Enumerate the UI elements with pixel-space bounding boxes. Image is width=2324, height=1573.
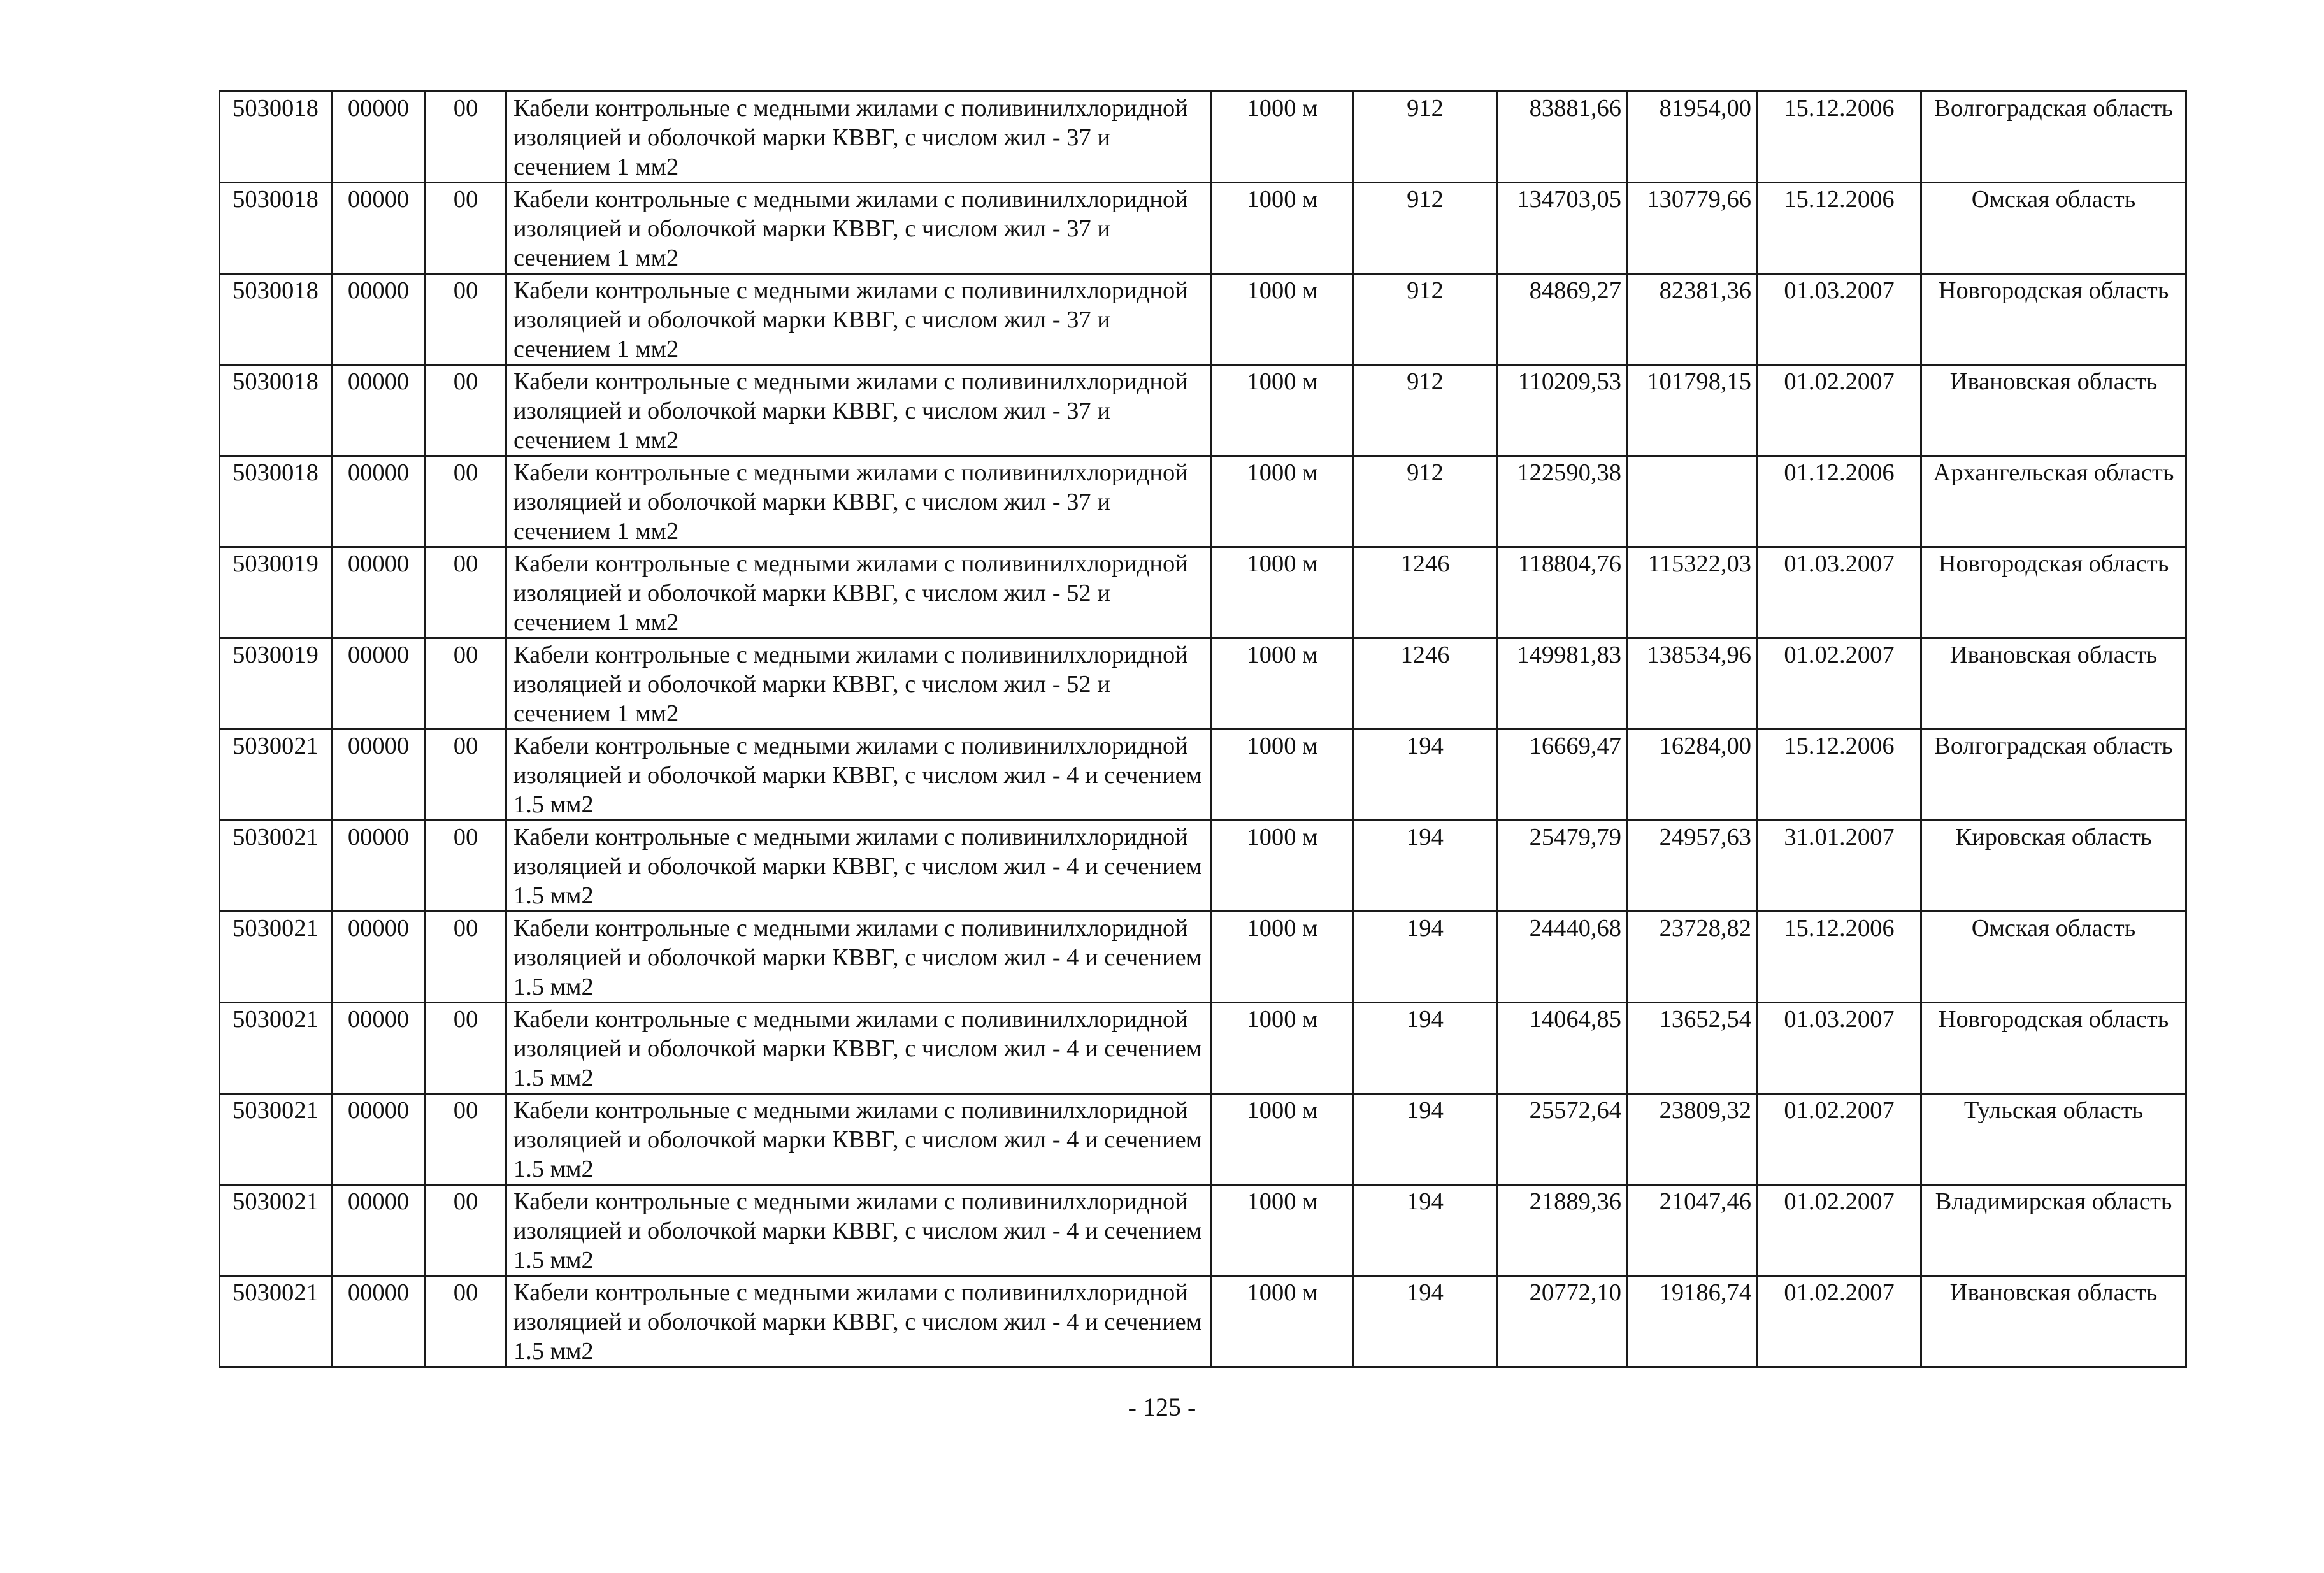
cell-price-2: 13652,54 (1628, 1003, 1758, 1094)
cell-price-2: 138534,96 (1628, 638, 1758, 729)
table-row (220, 1094, 2186, 1185)
cell-description: Кабели контрольные с медными жилами с поливинилхлоридной изоляцией и оболочкой марки КВВГ, с числом жил - 52 и сечением 1 мм2 (506, 547, 1212, 638)
cell-region: Кировская область (1921, 821, 2186, 912)
cell-unit: 1000 м (1212, 456, 1354, 547)
cell-code: 5030018 (220, 365, 332, 456)
cell-quantity: 194 (1354, 912, 1497, 1003)
cell-unit: 1000 м (1212, 638, 1354, 729)
cell-subcode: 00000 (332, 638, 426, 729)
cell-price-1: 149981,83 (1497, 638, 1628, 729)
cell-subcode-2: 00 (426, 1276, 506, 1367)
cell-unit: 1000 м (1212, 274, 1354, 365)
cell-description: Кабели контрольные с медными жилами с поливинилхлоридной изоляцией и оболочкой марки КВВГ, с числом жил - 4 и сечением 1.5 мм2 (506, 912, 1212, 1003)
cell-price-2: 82381,36 (1628, 274, 1758, 365)
table-row (220, 365, 2186, 456)
cell-subcode-2: 00 (426, 274, 506, 365)
cell-price-1: 24440,68 (1497, 912, 1628, 1003)
cell-quantity: 194 (1354, 1185, 1497, 1276)
cell-date: 15.12.2006 (1758, 92, 1921, 183)
cell-code: 5030021 (220, 821, 332, 912)
cell-subcode: 00000 (332, 1276, 426, 1367)
cell-subcode: 00000 (332, 92, 426, 183)
table-row (220, 274, 2186, 365)
cell-description: Кабели контрольные с медными жилами с поливинилхлоридной изоляцией и оболочкой марки КВВГ, с числом жил - 37 и сечением 1 мм2 (506, 365, 1212, 456)
cell-date: 15.12.2006 (1758, 912, 1921, 1003)
cell-quantity: 194 (1354, 1094, 1497, 1185)
cell-description: Кабели контрольные с медными жилами с поливинилхлоридной изоляцией и оболочкой марки КВВГ, с числом жил - 4 и сечением 1.5 мм2 (506, 729, 1212, 821)
cell-subcode-2: 00 (426, 183, 506, 274)
cell-subcode: 00000 (332, 1185, 426, 1276)
cell-code: 5030018 (220, 274, 332, 365)
cell-subcode: 00000 (332, 1094, 426, 1185)
cell-subcode: 00000 (332, 274, 426, 365)
cell-subcode-2: 00 (426, 547, 506, 638)
cell-date: 01.02.2007 (1758, 365, 1921, 456)
cell-code: 5030019 (220, 638, 332, 729)
cell-subcode: 00000 (332, 547, 426, 638)
cell-region: Ивановская область (1921, 638, 2186, 729)
cell-description: Кабели контрольные с медными жилами с поливинилхлоридной изоляцией и оболочкой марки КВВГ, с числом жил - 37 и сечением 1 мм2 (506, 274, 1212, 365)
cell-quantity: 194 (1354, 729, 1497, 821)
cell-unit: 1000 м (1212, 729, 1354, 821)
cell-date: 15.12.2006 (1758, 183, 1921, 274)
cell-price-2 (1628, 456, 1758, 547)
cell-date: 01.02.2007 (1758, 638, 1921, 729)
cell-description: Кабели контрольные с медными жилами с поливинилхлоридной изоляцией и оболочкой марки КВВГ, с числом жил - 37 и сечением 1 мм2 (506, 183, 1212, 274)
cell-region: Владимирская область (1921, 1185, 2186, 1276)
cell-subcode-2: 00 (426, 1094, 506, 1185)
table-row (220, 729, 2186, 821)
table-row (220, 456, 2186, 547)
cell-price-2: 16284,00 (1628, 729, 1758, 821)
cell-region: Омская область (1921, 183, 2186, 274)
cell-date: 31.01.2007 (1758, 821, 1921, 912)
cell-price-2: 19186,74 (1628, 1276, 1758, 1367)
cell-subcode-2: 00 (426, 456, 506, 547)
cell-price-1: 25479,79 (1497, 821, 1628, 912)
cell-unit: 1000 м (1212, 547, 1354, 638)
cell-price-1: 25572,64 (1497, 1094, 1628, 1185)
cell-region: Новгородская область (1921, 274, 2186, 365)
cell-unit: 1000 м (1212, 912, 1354, 1003)
cell-price-1: 21889,36 (1497, 1185, 1628, 1276)
cell-price-2: 130779,66 (1628, 183, 1758, 274)
cell-quantity: 194 (1354, 821, 1497, 912)
cell-subcode-2: 00 (426, 92, 506, 183)
cell-region: Волгоградская область (1921, 92, 2186, 183)
cell-price-2: 115322,03 (1628, 547, 1758, 638)
cell-code: 5030021 (220, 1003, 332, 1094)
cell-unit: 1000 м (1212, 92, 1354, 183)
cell-quantity: 912 (1354, 92, 1497, 183)
cell-unit: 1000 м (1212, 365, 1354, 456)
cell-code: 5030019 (220, 547, 332, 638)
cell-description: Кабели контрольные с медными жилами с поливинилхлоридной изоляцией и оболочкой марки КВВГ, с числом жил - 4 и сечением 1.5 мм2 (506, 1185, 1212, 1276)
cell-quantity: 912 (1354, 365, 1497, 456)
cell-quantity: 1246 (1354, 638, 1497, 729)
cell-subcode-2: 00 (426, 638, 506, 729)
cell-unit: 1000 м (1212, 1094, 1354, 1185)
table-row (220, 1276, 2186, 1367)
cell-code: 5030018 (220, 456, 332, 547)
cell-subcode: 00000 (332, 1003, 426, 1094)
cell-region: Новгородская область (1921, 1003, 2186, 1094)
cell-unit: 1000 м (1212, 821, 1354, 912)
cell-unit: 1000 м (1212, 1185, 1354, 1276)
table-body (220, 92, 2186, 1367)
cell-quantity: 912 (1354, 274, 1497, 365)
cell-code: 5030021 (220, 912, 332, 1003)
cell-unit: 1000 м (1212, 1003, 1354, 1094)
cell-description: Кабели контрольные с медными жилами с поливинилхлоридной изоляцией и оболочкой марки КВВГ, с числом жил - 37 и сечением 1 мм2 (506, 92, 1212, 183)
cell-code: 5030021 (220, 1185, 332, 1276)
table-row (220, 183, 2186, 274)
cell-date: 01.03.2007 (1758, 1003, 1921, 1094)
table-row (220, 821, 2186, 912)
cell-date: 15.12.2006 (1758, 729, 1921, 821)
cell-price-2: 23728,82 (1628, 912, 1758, 1003)
cell-price-1: 14064,85 (1497, 1003, 1628, 1094)
cell-subcode-2: 00 (426, 1185, 506, 1276)
cell-region: Тульская область (1921, 1094, 2186, 1185)
cell-price-1: 110209,53 (1497, 365, 1628, 456)
cell-subcode: 00000 (332, 365, 426, 456)
cell-subcode-2: 00 (426, 1003, 506, 1094)
cell-price-2: 21047,46 (1628, 1185, 1758, 1276)
cell-description: Кабели контрольные с медными жилами с поливинилхлоридной изоляцией и оболочкой марки КВВГ, с числом жил - 4 и сечением 1.5 мм2 (506, 1003, 1212, 1094)
price-table (219, 90, 2187, 1368)
cell-quantity: 1246 (1354, 547, 1497, 638)
cell-quantity: 912 (1354, 456, 1497, 547)
cell-price-2: 81954,00 (1628, 92, 1758, 183)
cell-subcode: 00000 (332, 821, 426, 912)
cell-subcode-2: 00 (426, 821, 506, 912)
cell-price-1: 118804,76 (1497, 547, 1628, 638)
cell-price-1: 84869,27 (1497, 274, 1628, 365)
table-row (220, 912, 2186, 1003)
table-row (220, 638, 2186, 729)
cell-code: 5030021 (220, 729, 332, 821)
cell-region: Архангельская область (1921, 456, 2186, 547)
cell-quantity: 194 (1354, 1003, 1497, 1094)
cell-description: Кабели контрольные с медными жилами с поливинилхлоридной изоляцией и оболочкой марки КВВГ, с числом жил - 4 и сечением 1.5 мм2 (506, 1094, 1212, 1185)
cell-subcode: 00000 (332, 729, 426, 821)
cell-subcode-2: 00 (426, 365, 506, 456)
cell-price-1: 16669,47 (1497, 729, 1628, 821)
cell-date: 01.02.2007 (1758, 1094, 1921, 1185)
cell-description: Кабели контрольные с медными жилами с поливинилхлоридной изоляцией и оболочкой марки КВВГ, с числом жил - 4 и сечением 1.5 мм2 (506, 821, 1212, 912)
cell-description: Кабели контрольные с медными жилами с поливинилхлоридной изоляцией и оболочкой марки КВВГ, с числом жил - 4 и сечением 1.5 мм2 (506, 1276, 1212, 1367)
cell-price-1: 83881,66 (1497, 92, 1628, 183)
cell-description: Кабели контрольные с медными жилами с поливинилхлоридной изоляцией и оболочкой марки КВВГ, с числом жил - 37 и сечением 1 мм2 (506, 456, 1212, 547)
page-number: - 125 - (1128, 1393, 1196, 1421)
cell-price-2: 24957,63 (1628, 821, 1758, 912)
cell-date: 01.02.2007 (1758, 1185, 1921, 1276)
cell-unit: 1000 м (1212, 1276, 1354, 1367)
cell-date: 01.12.2006 (1758, 456, 1921, 547)
cell-description: Кабели контрольные с медными жилами с поливинилхлоридной изоляцией и оболочкой марки КВВГ, с числом жил - 52 и сечением 1 мм2 (506, 638, 1212, 729)
cell-code: 5030021 (220, 1276, 332, 1367)
cell-price-1: 134703,05 (1497, 183, 1628, 274)
cell-code: 5030018 (220, 92, 332, 183)
cell-region: Новгородская область (1921, 547, 2186, 638)
cell-code: 5030018 (220, 183, 332, 274)
cell-unit: 1000 м (1212, 183, 1354, 274)
cell-subcode: 00000 (332, 183, 426, 274)
table-row (220, 92, 2186, 183)
cell-date: 01.03.2007 (1758, 547, 1921, 638)
cell-subcode-2: 00 (426, 912, 506, 1003)
table-row (220, 1185, 2186, 1276)
cell-date: 01.03.2007 (1758, 274, 1921, 365)
table-row (220, 547, 2186, 638)
cell-region: Волгоградская область (1921, 729, 2186, 821)
cell-code: 5030021 (220, 1094, 332, 1185)
cell-region: Ивановская область (1921, 1276, 2186, 1367)
cell-region: Ивановская область (1921, 365, 2186, 456)
cell-price-1: 20772,10 (1497, 1276, 1628, 1367)
cell-quantity: 912 (1354, 183, 1497, 274)
cell-subcode-2: 00 (426, 729, 506, 821)
cell-price-2: 23809,32 (1628, 1094, 1758, 1185)
cell-price-2: 101798,15 (1628, 365, 1758, 456)
cell-date: 01.02.2007 (1758, 1276, 1921, 1367)
cell-quantity: 194 (1354, 1276, 1497, 1367)
cell-region: Омская область (1921, 912, 2186, 1003)
table-row (220, 1003, 2186, 1094)
cell-subcode: 00000 (332, 456, 426, 547)
cell-subcode: 00000 (332, 912, 426, 1003)
cell-price-1: 122590,38 (1497, 456, 1628, 547)
